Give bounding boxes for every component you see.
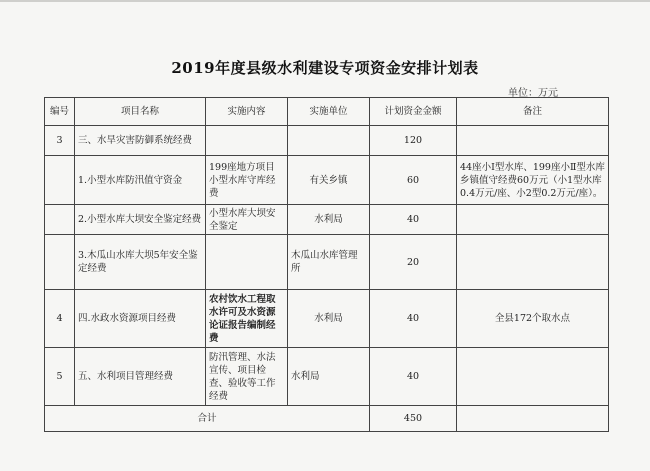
row-name: 1.小型水库防汛值守资金 bbox=[75, 156, 206, 205]
row-content bbox=[206, 126, 288, 156]
header-amount: 计划资金金额 bbox=[370, 98, 457, 126]
table-row bbox=[45, 126, 609, 156]
unit-label: 单位：万元 bbox=[508, 88, 558, 99]
row-note: 44座小Ⅰ型水库、199座小Ⅱ型水库乡镇值守经费60万元（小1型水库0.4万元/座、小2型0.2万元/座）。 bbox=[457, 156, 609, 205]
table-header-row bbox=[45, 98, 609, 126]
total-note bbox=[457, 406, 609, 432]
header-no: 编号 bbox=[45, 98, 75, 126]
row-name: 2.小型水库大坝安全鉴定经费 bbox=[75, 205, 206, 235]
row-unit: 水利局 bbox=[288, 205, 370, 235]
total-label: 合计 bbox=[45, 406, 370, 432]
row-content: 防汛管理、水法宣传、项目检查、验收等工作经费 bbox=[206, 348, 288, 406]
row-amount: 40 bbox=[370, 290, 457, 348]
row-content: 199座地方项目小型水库守库经费 bbox=[206, 156, 288, 205]
total-row bbox=[45, 406, 609, 432]
header-implementing-unit: 实施单位 bbox=[288, 98, 370, 126]
total-amount: 450 bbox=[370, 406, 457, 432]
header-content: 实施内容 bbox=[206, 98, 288, 126]
row-name: 五、水利项目管理经费 bbox=[75, 348, 206, 406]
table-row bbox=[45, 235, 609, 290]
row-content: 农村饮水工程取水许可及水资源论证报告编制经费 bbox=[206, 290, 288, 348]
row-amount: 20 bbox=[370, 235, 457, 290]
row-no: 5 bbox=[45, 348, 75, 406]
row-no bbox=[45, 156, 75, 205]
row-note bbox=[457, 348, 609, 406]
row-note bbox=[457, 126, 609, 156]
table-row bbox=[45, 290, 609, 348]
row-unit: 水利局 bbox=[288, 348, 370, 406]
row-name: 3.木瓜山水库大坝5年安全鉴定经费 bbox=[75, 235, 206, 290]
row-amount: 40 bbox=[370, 205, 457, 235]
row-amount: 40 bbox=[370, 348, 457, 406]
row-unit: 有关乡镇 bbox=[288, 156, 370, 205]
row-content: 小型水库大坝安全鉴定 bbox=[206, 205, 288, 235]
row-no bbox=[45, 205, 75, 235]
row-note: 全县172个取水点 bbox=[457, 290, 609, 348]
table-row bbox=[45, 348, 609, 406]
row-note bbox=[457, 235, 609, 290]
row-unit bbox=[288, 126, 370, 156]
table-row bbox=[45, 205, 609, 235]
row-name: 三、水旱灾害防御系统经费 bbox=[75, 126, 206, 156]
scan-edge bbox=[0, 0, 650, 2]
header-note: 备注 bbox=[457, 98, 609, 126]
row-no bbox=[45, 235, 75, 290]
row-no: 4 bbox=[45, 290, 75, 348]
header-project-name: 项目名称 bbox=[75, 98, 206, 126]
row-name: 四.水政水资源项目经费 bbox=[75, 290, 206, 348]
row-note bbox=[457, 205, 609, 235]
table-row bbox=[45, 156, 609, 205]
row-unit: 木瓜山水库管理所 bbox=[288, 235, 370, 290]
row-unit: 水利局 bbox=[288, 290, 370, 348]
row-content bbox=[206, 235, 288, 290]
row-amount: 60 bbox=[370, 156, 457, 205]
row-amount: 120 bbox=[370, 126, 457, 156]
funding-plan-table bbox=[44, 97, 609, 432]
document-title: 2019年度县级水利建设专项资金安排计划表 bbox=[171, 59, 479, 77]
row-no: 3 bbox=[45, 126, 75, 156]
